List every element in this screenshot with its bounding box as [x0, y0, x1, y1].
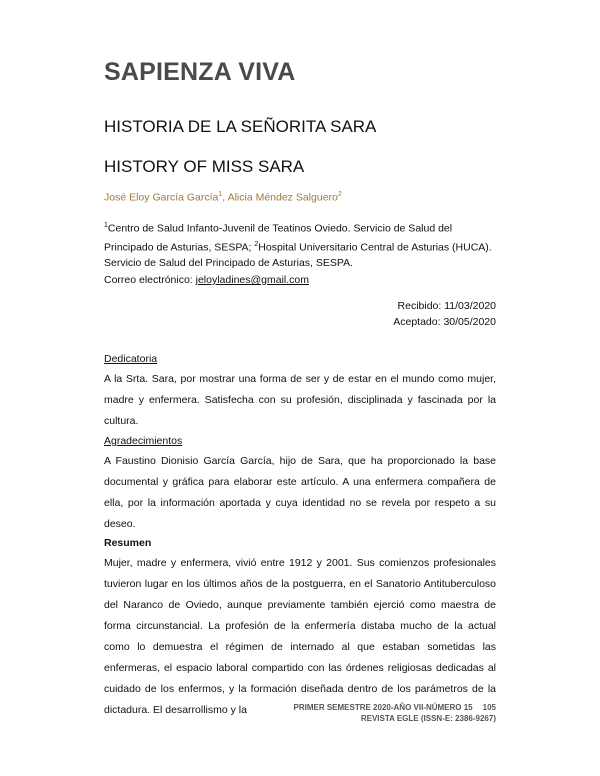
agradecimientos-text: A Faustino Dionisio García García, hijo de Sara, que ha proporcionado la base documental y gráfica para elaborar este artículo. A una enfermera compañera de ella, por la información aportada y cuya identidad no se revela por respeto a su deseo.: [104, 455, 496, 530]
author-superscript: 2: [337, 191, 342, 198]
accepted-date: Aceptado: 30/05/2020: [393, 316, 496, 328]
dates-block: [393, 298, 496, 330]
page-footer: [293, 702, 496, 724]
affiliations: [104, 218, 496, 271]
affiliation-text: Hospital Universitario Central de Asturias (HUCA). Servicio de Salud del Principado de Asturias, SESPA.: [104, 241, 492, 269]
email-label: Correo electrónico:: [104, 274, 196, 286]
article-title-spanish: HISTORIA DE LA SEÑORITA SARA: [104, 117, 377, 136]
dedicatoria-heading: Dedicatoria: [104, 353, 158, 365]
received-date: Recibido: 11/03/2020: [397, 300, 496, 312]
footer-issue: PRIMER SEMESTRE 2020-AÑO VII-NÚMERO 15: [293, 703, 473, 712]
footer-journal: REVISTA EGLE (ISSN-E: 2386-9267): [360, 714, 496, 723]
page-number: 105: [482, 703, 496, 712]
author-superscript: 1: [218, 191, 223, 198]
affiliation-superscript: 2: [254, 240, 259, 248]
authors-line: [104, 191, 342, 204]
email-link[interactable]: jeloyladines@gmail.com: [195, 274, 309, 286]
author-name: José Eloy García García: [104, 191, 219, 204]
agradecimientos-heading: Agradecimientos: [104, 435, 183, 447]
affiliation-text: Centro de Salud Infanto-Juvenil de Teatinos Oviedo. Servicio de Salud del Principado de Asturias, SESPA;: [104, 222, 453, 253]
journal-title: SAPIENZA VIVA: [104, 58, 296, 86]
resumen-heading: Resumen: [104, 537, 152, 549]
resumen-text: Mujer, madre y enfermera, vivió entre 1912 y 2001. Sus comienzos profesionales tuvieron lugar en los últimos años de la postguerra, en el Sanatorio Antituberculoso del Naranco de Oviedo, aunque previamente también ejerció como maestra de forma circunstancial. La profesión de la enfermería distaba mucho de la actual como lo demuestra el régimen de internado al que estaban sometidas las enfermeras, el espacio laboral compartido con las órdenes religiosas dedicadas al cuidado de los enfermos, y la formación diseñada dentro de los parámetros de la dictadura. El desarrollismo y la: [104, 557, 496, 716]
author-name: Alicia Méndez Salguero: [227, 191, 338, 204]
dedicatoria-text: A la Srta. Sara, por mostrar una forma de ser y de estar en el mundo como mujer, madre y enfermera. Satisfecha con su profesión, disciplinada y fascinada por la cultura.: [104, 373, 496, 427]
email-line: [104, 274, 309, 286]
article-title-english: HISTORY OF MISS SARA: [104, 157, 305, 176]
affiliation-superscript: 1: [104, 222, 108, 229]
author-separator: ,: [222, 191, 228, 204]
